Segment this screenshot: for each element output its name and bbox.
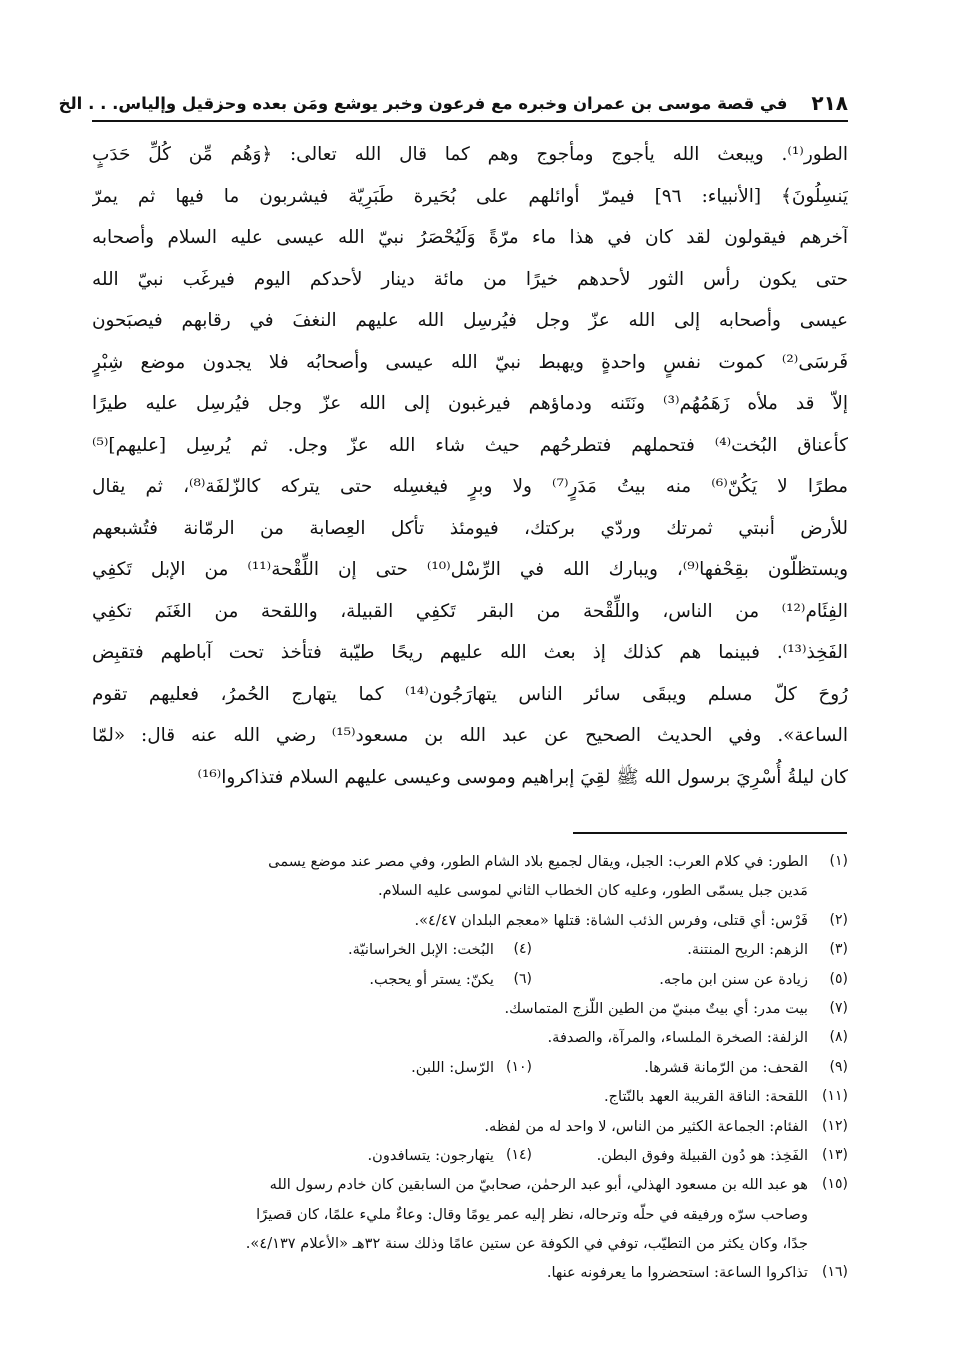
footnote-12 [96,1112,848,1141]
footnote-number: (١١) [822,1088,848,1105]
footnote-text: تذاكروا الساعة: استحضروا ما يعرفونه عنها. [546,1264,808,1282]
footnote-8 [96,1023,848,1052]
footnote-11 [96,1082,848,1111]
text-line: عيسى وأصحابه إلى الله عزّ وجل فيُرسِل الله عليهم النغفَ في رقابهم فيصبَحون [92,310,848,331]
footnote-1 [96,847,848,876]
footnote-1-continued [96,876,848,905]
page-number: ٢١٨ [811,91,848,115]
text-line: الفَخِذ⁽¹³⁾. فبينما هم كذلك إذ بعث الله عليهم ريحًا طيّبة فتأخذ تحت آباطهم فتقبِض [92,642,848,663]
footnote-number: (١٠) [506,1058,532,1075]
footnote-text: البُخت: الإبل الخراسانيّة. [348,941,494,959]
footnote-number: (٦) [513,970,532,987]
running-header [58,86,848,122]
footnote-5-6 [96,965,848,994]
footnote-9-10 [96,1053,848,1082]
footnote-number: (٧) [829,999,848,1016]
footnote-text: مَدين جبل يسمّى الطور، وعليه كان الخطاب الثاني لموسى عليه السلام. [377,882,808,900]
footnote-text: الزلفة: الصخرة الملساء، والمرآة، والصدفة. [547,1029,808,1047]
footnote-7 [96,994,848,1023]
footnote-15 [96,1170,848,1199]
footnote-number: (١٥) [822,1176,848,1193]
main-text [92,134,848,798]
text-line: فَرسَى⁽²⁾ كموت نفسٍ واحدةٍ ويهبط نبيّ الله عيسى وأصحابُه فلا يجدون موضع شِبْرٍ [92,351,848,373]
footnotes [96,847,848,1288]
text-line: ويستظلّون بقِحْفها⁽⁹⁾، ويبارك الله في الرِّسْل⁽¹⁰⁾ حتى إن اللِّقْحة⁽¹¹⁾ من الإبل تَكفِي [92,559,848,580]
footnote-number: (٥) [829,970,848,987]
text-line: الطور⁽¹⁾. ويبعث الله يأجوج ومأجوج وهم كما قال الله تعالى: ﴿وَهُم مِّن كُلِّ حَدَبٍ [92,144,848,165]
footnote-13-14 [96,1141,848,1170]
footnote-text: الزهم: الريح المنتنة. [687,941,808,959]
footnote-number: (٨) [829,1029,848,1046]
footnote-number: (٤) [513,941,532,958]
text-line: كان ليلةُ أُسْرِيَ برسول الله ﷺ لقِيَ إبراهيم وموسى وعيسى عليهم السلام فتذاكروا⁽¹⁶⁾ [197,766,848,788]
footnote-separator [573,832,847,834]
footnote-number: (٣) [829,941,848,958]
footnote-text: وصاحب سرّه ورفيقه في حلّه وترحاله، نظر إليه عمر يومًا وقال: وعاءٌ مليء علمًا، كان قصيرًا [256,1205,808,1223]
footnote-text: الطور: في كلام العرب: الجبل، ويقال لجميع بلاد الشام الطور، وفي مصر عند موضع يسمى [268,853,808,870]
footnote-text: اللقحة: الناقة القريبة العهد بالنّتاج. [603,1088,808,1106]
text-line: الفِئَام⁽¹²⁾ من الناس، واللِّقْحة من البقر تَكفِي القبيلة، واللقحة من الغَنَم تكفِي [92,600,848,622]
footnote-text: جدًا، وكان يكثر من التطيّب، توفي في الكوفة عن ستين عامًا وذلك سنة ٣٢هـ «الأعلام ٤/١٣٧». [245,1235,808,1253]
footnote-text: يكنّ: يستر أو يحجب. [369,970,494,988]
text-line: الساعة». وفي الحديث الصحيح عن عبد الله بن مسعود⁽¹⁵⁾ رضي الله عنه قال: «لمّا [92,725,848,746]
footnote-15-continued [96,1200,848,1229]
text-line: كأعناق البُخت⁽⁴⁾ فتحملهم فتطرحُهم حيث شاء الله عزّ وجل. ثم يُرسِل [عليهم]⁽⁵⁾ [92,434,848,456]
footnote-number: (٩) [829,1058,848,1075]
footnote-number: (١٢) [822,1117,848,1134]
text-line: رُوحَ كلّ مسلم ويبقَى سائر الناس يتهارَجُون⁽¹⁴⁾ كما يتهارج الحُمرُ، فعليهم تقوم [92,683,848,705]
footnote-text: القحف: من الرّمانة قشرها. [644,1058,808,1076]
footnote-text: يتهارجون: يتسافدون. [367,1146,494,1164]
footnote-text: هو عبد الله بن مسعود الهذلي، أبو عبد الرحمٰن، صحابيّ من السابقين كان خادم رسول الله [269,1176,808,1194]
footnote-text: زيادة عن سنن ابن ماجه. [659,970,808,988]
text-line: للأرض أنبتي ثمرتك وردّي بركتك، فيومئذ تأكل العِصابة من الرمّانة فتُشبعهم [92,517,848,539]
text-line: آخرهم فيقولون لقد كان في هذا ماء مرّةً وَلَيُحْصَرُ نبيّ الله عيسى عليه السلام وأصحابه [92,227,848,248]
footnote-2 [96,906,848,935]
text-line: يَنسِلُونَ﴾ [الأنبياء: ٩٦] فيمرّ أوائلهم على بُحَيرة طَبَرِيّة فيشربون ما فيها ثم يمرّ [92,185,848,207]
footnote-number: (٢) [829,911,848,928]
footnote-3-4 [96,935,848,964]
footnote-number: (١) [829,853,848,869]
footnote-text: الفئام: الجماعة الكثير من الناس، لا واحد له من لفظه. [484,1117,808,1135]
footnote-16 [96,1258,848,1287]
footnote-text: الرّسل: اللبن. [411,1058,494,1076]
footnote-number: (١٤) [506,1146,532,1163]
footnote-number: (١٦) [822,1264,848,1281]
text-line: حتى يكون رأس الثور لأحدهم خيرًا من مائة دينار لأحدكم اليوم فيرغَب نبيّ الله [92,268,848,290]
text-line: إلاّ قد ملأه زَهَمُهُم⁽³⁾ ونَتَنه ودماؤهم فيرغبون إلى الله عزّ وجل فيُرسِل عليه طيرًا [92,393,848,414]
footnote-text: الفَخِذ: هو دُون القبيلة وفوق البطن. [596,1146,808,1164]
text-line: مطرًا لا يَكُنّ⁽⁶⁾ منه بيتُ مَدَرٍ⁽⁷⁾ ولا وبرٍ فيغسِله حتى يتركه كالزّلفَة⁽⁸⁾، ثم يقال [92,476,848,497]
footnote-number: (١٣) [822,1146,848,1163]
footnote-15-continued [96,1229,848,1258]
running-title: في قصة موسى بن عمران وخبره مع فرعون وخبر يوشع ومَن بعده وحزقيل وإلياس. . . الخ [58,93,788,113]
footnote-text: بيت مدر: أي بيتٌ مبنيّ من الطين اللّزج المتماسك. [504,999,808,1017]
footnote-text: فَرْس: أي قتلى، وفرس الذئب الشاة: قتلها «معجم البلدان ٤/٤٧». [414,911,808,929]
